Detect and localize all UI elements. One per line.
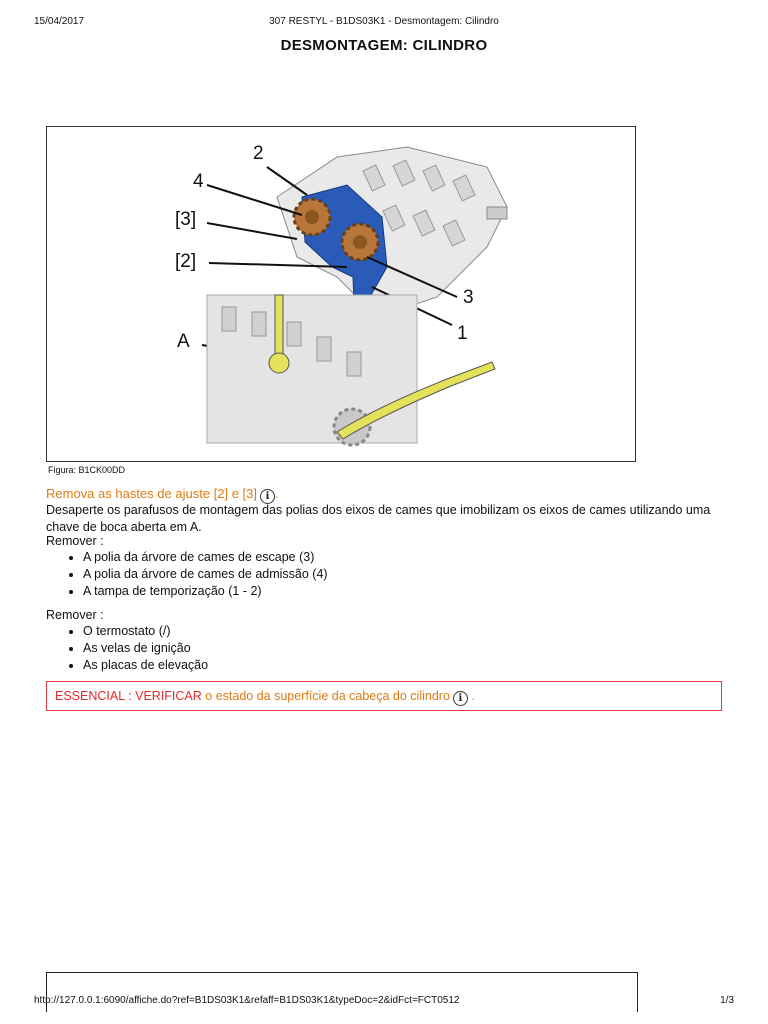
print-date: 15/04/2017 [34,16,85,27]
step-heading-suffix: . [275,486,279,501]
alert-text: o estado da superfície da cabeça do cilindro [201,689,450,703]
figure-callout-1: 1 [457,323,468,344]
list-item: • A polia da árvore de cames de admissão (4) [83,566,328,583]
document-header-title: 307 RESTYL - B1DS03K1 - Desmontagem: Cilindro [269,16,499,27]
page-number: 1/3 [720,995,734,1006]
footer-url: http://127.0.0.1:6090/affiche.do?ref=B1DS03K1&refaff=B1DS03K1&typeDoc=2&idFct=FCT0512 [34,995,460,1006]
info-icon[interactable]: i [260,489,275,504]
remove-list-1 [66,549,328,600]
figure-callout-a: A [177,331,190,352]
remove-list-2 [66,623,208,674]
essential-alert-box [46,681,722,711]
figure-callout-4: 4 [193,171,204,192]
alert-separator: : [124,689,136,703]
list-item: • A tampa de temporização (1 - 2) [83,583,328,600]
remove-label-1: Remover : [46,534,104,548]
info-icon[interactable]: i [453,691,468,706]
alert-essential-label: ESSENCIAL [55,689,125,703]
list-item: • A polia da árvore de cames de escape (3) [83,549,328,566]
step-instruction: Desaperte os parafusos de montagem das polias dos eixos de cames que imobilizam os eixos de cames utilizando uma chave de boca aberta em A. [46,503,711,534]
alert-verify-label: VERIFICAR [135,689,202,703]
figure-callout-3: 3 [463,287,474,308]
list-item: • As velas de ignição [83,640,208,657]
engine-figure [46,126,636,462]
figure-callout-2: 2 [253,143,264,164]
remove-label-2: Remover : [46,608,104,622]
list-item: • As placas de elevação [83,657,208,674]
engine-illustration [47,127,637,463]
figure-callout-3-bracket: [3] [175,209,197,230]
page-title: DESMONTAGEM: CILINDRO [280,37,488,54]
figure-callout-2-bracket: [2] [175,251,197,272]
list-item: • O termostato (/) [83,623,208,640]
next-section-box [46,972,638,1012]
alert-suffix: . [467,689,475,703]
figure-caption: Figura: B1CK00DD [48,465,126,475]
step-heading-text: Remova as hastes de ajuste [2] e [3] [46,486,258,501]
